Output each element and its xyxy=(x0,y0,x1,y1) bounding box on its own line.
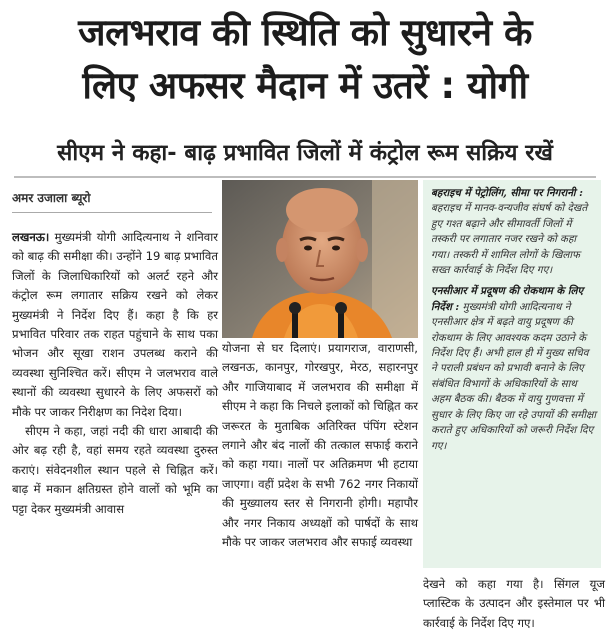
headline xyxy=(0,6,610,112)
subheadline: सीएम ने कहा- बाढ़ प्रभावित जिलों में कंट्रोल रूम सक्रिय रखें xyxy=(57,140,553,166)
sidebar-item-text: मुख्यमंत्री योगी आदित्यनाथ ने एनसीआर क्षेत्र में बढ़ते वायु प्रदूषण की रोकथाम के लिए आवश्यक कदम उठाने के निर्देश दिए हैं। अभी हाल ही में मुख्य सचिव ने पराली प्रबंधन को प्रभावी बनाने के लिए संबंधित विभागों के अधिकारियों के साथ अहम बैठक की। बैठक में वायु गुणवत्ता में सुधार के लिए किए जा रहे उपायों की समीक्षा कराते हुए अधिकारियों को जरूरी निर्देश दिए गए। xyxy=(431,300,597,452)
sidebar-item-1 xyxy=(431,186,597,278)
sidebar-item-text: बहराइच में मानव-वन्यजीव संघर्ष को देखते हुए गश्त बढ़ाने और सीमावर्ती जिलों में तस्करी पर लगातार नजर रखने को कहा गया। तस्करी में शामिल लोगों के खिलाफ सख्त कार्रवाई के निर्देश दिए गए। xyxy=(431,202,588,277)
sidebar-item-heading: एनसीआर में प्रदूषण की रोकथाम के लिए निर्देश : xyxy=(431,285,584,313)
article-text: योजना से घर दिलाएं। प्रयागराज, वाराणसी, लखनऊ, कानपुर, गोरखपुर, मेरठ, सहारनपुर और गाजियाबाद में जलभराव की समीक्षा में सीएम ने कहा कि निचले इलाकों को चिह्नित कर जरूरत के मुताबिक अतिरिक्त पंपिंग स्टेशन लगाने और बंद नालों की तत्काल सफाई कराने को कहा गया। नालों पर अतिक्रमण भी हटाया जाएगा। वहीं प्रदेश के सभी 762 नगर निकायों की मुख्यालय स्तर से निगरानी होगी। महापौर और नगर निकाय अध्यक्षों को पार्षदों के साथ मौके पर जाकर जलभराव और सफाई व्यवस्था xyxy=(222,341,418,550)
chief-minister-photo xyxy=(222,180,418,338)
headline-line-1: जलभराव की स्थिति को सुधारने के xyxy=(78,11,532,54)
portrait-image xyxy=(222,180,418,338)
article-paragraph-1 xyxy=(12,228,218,422)
article-column-1 xyxy=(12,228,218,519)
article-column-3 xyxy=(423,575,605,633)
sidebar-item-2 xyxy=(431,284,597,453)
headline-line-2: लिए अफसर मैदान में उतरें : योगी xyxy=(82,64,528,107)
article-text: देखने को कहा गया है। सिंगल यूज प्लास्टिक के उत्पादन और इस्तेमाल पर भी कार्रवाई के निर्देश दिए गए। xyxy=(423,577,605,630)
article-text: मुख्यमंत्री योगी आदित्यनाथ ने शनिवार को बाढ़ की समीक्षा की। उन्होंने 19 बाढ़ प्रभावित जिलों के जिलाधिकारियों को अलर्ट रहने और कंट्रोल रूम लगातार सक्रिय रखने को लेकर मुख्यमंत्री ने निर्देश दिए हैं। कहा है कि हर प्रभावित परिवार तक राहत पहुंचाने के साथ पका भोजन और सूखा राशन उपलब्ध कराने की व्यवस्था सुनिश्चित करें। सीएम ने जलभराव वाले स्थानों की व्यवस्था सुधारने के लिए अफसरों को मौके पर जाकर निरीक्षण का निदेश दिया। xyxy=(12,230,218,419)
sidebar-item-heading: बहराइच में पेट्रोलिंग, सीमा पर निगरानी : xyxy=(431,187,583,199)
article-paragraph-2 xyxy=(12,422,218,519)
dateline: लखनऊ। xyxy=(12,230,50,244)
byline: अमर उजाला ब्यूरो xyxy=(12,191,91,205)
article-column-2 xyxy=(222,339,418,552)
sidebar-box xyxy=(423,180,601,568)
article-text: सीएम ने कहा, जहां नदी की धारा आबादी की ओर बढ़ रही है, वहां समय रहते व्यवस्था दुरुस्त कराएं। संवेदनशील स्थान पहले से चिह्नित करें। बाढ़ में मकान क्षतिग्रस्त होने वालों को भूमि का पट्टा देकर मुख्यमंत्री आवास xyxy=(12,424,218,516)
divider xyxy=(14,176,596,178)
byline-divider xyxy=(12,212,212,213)
